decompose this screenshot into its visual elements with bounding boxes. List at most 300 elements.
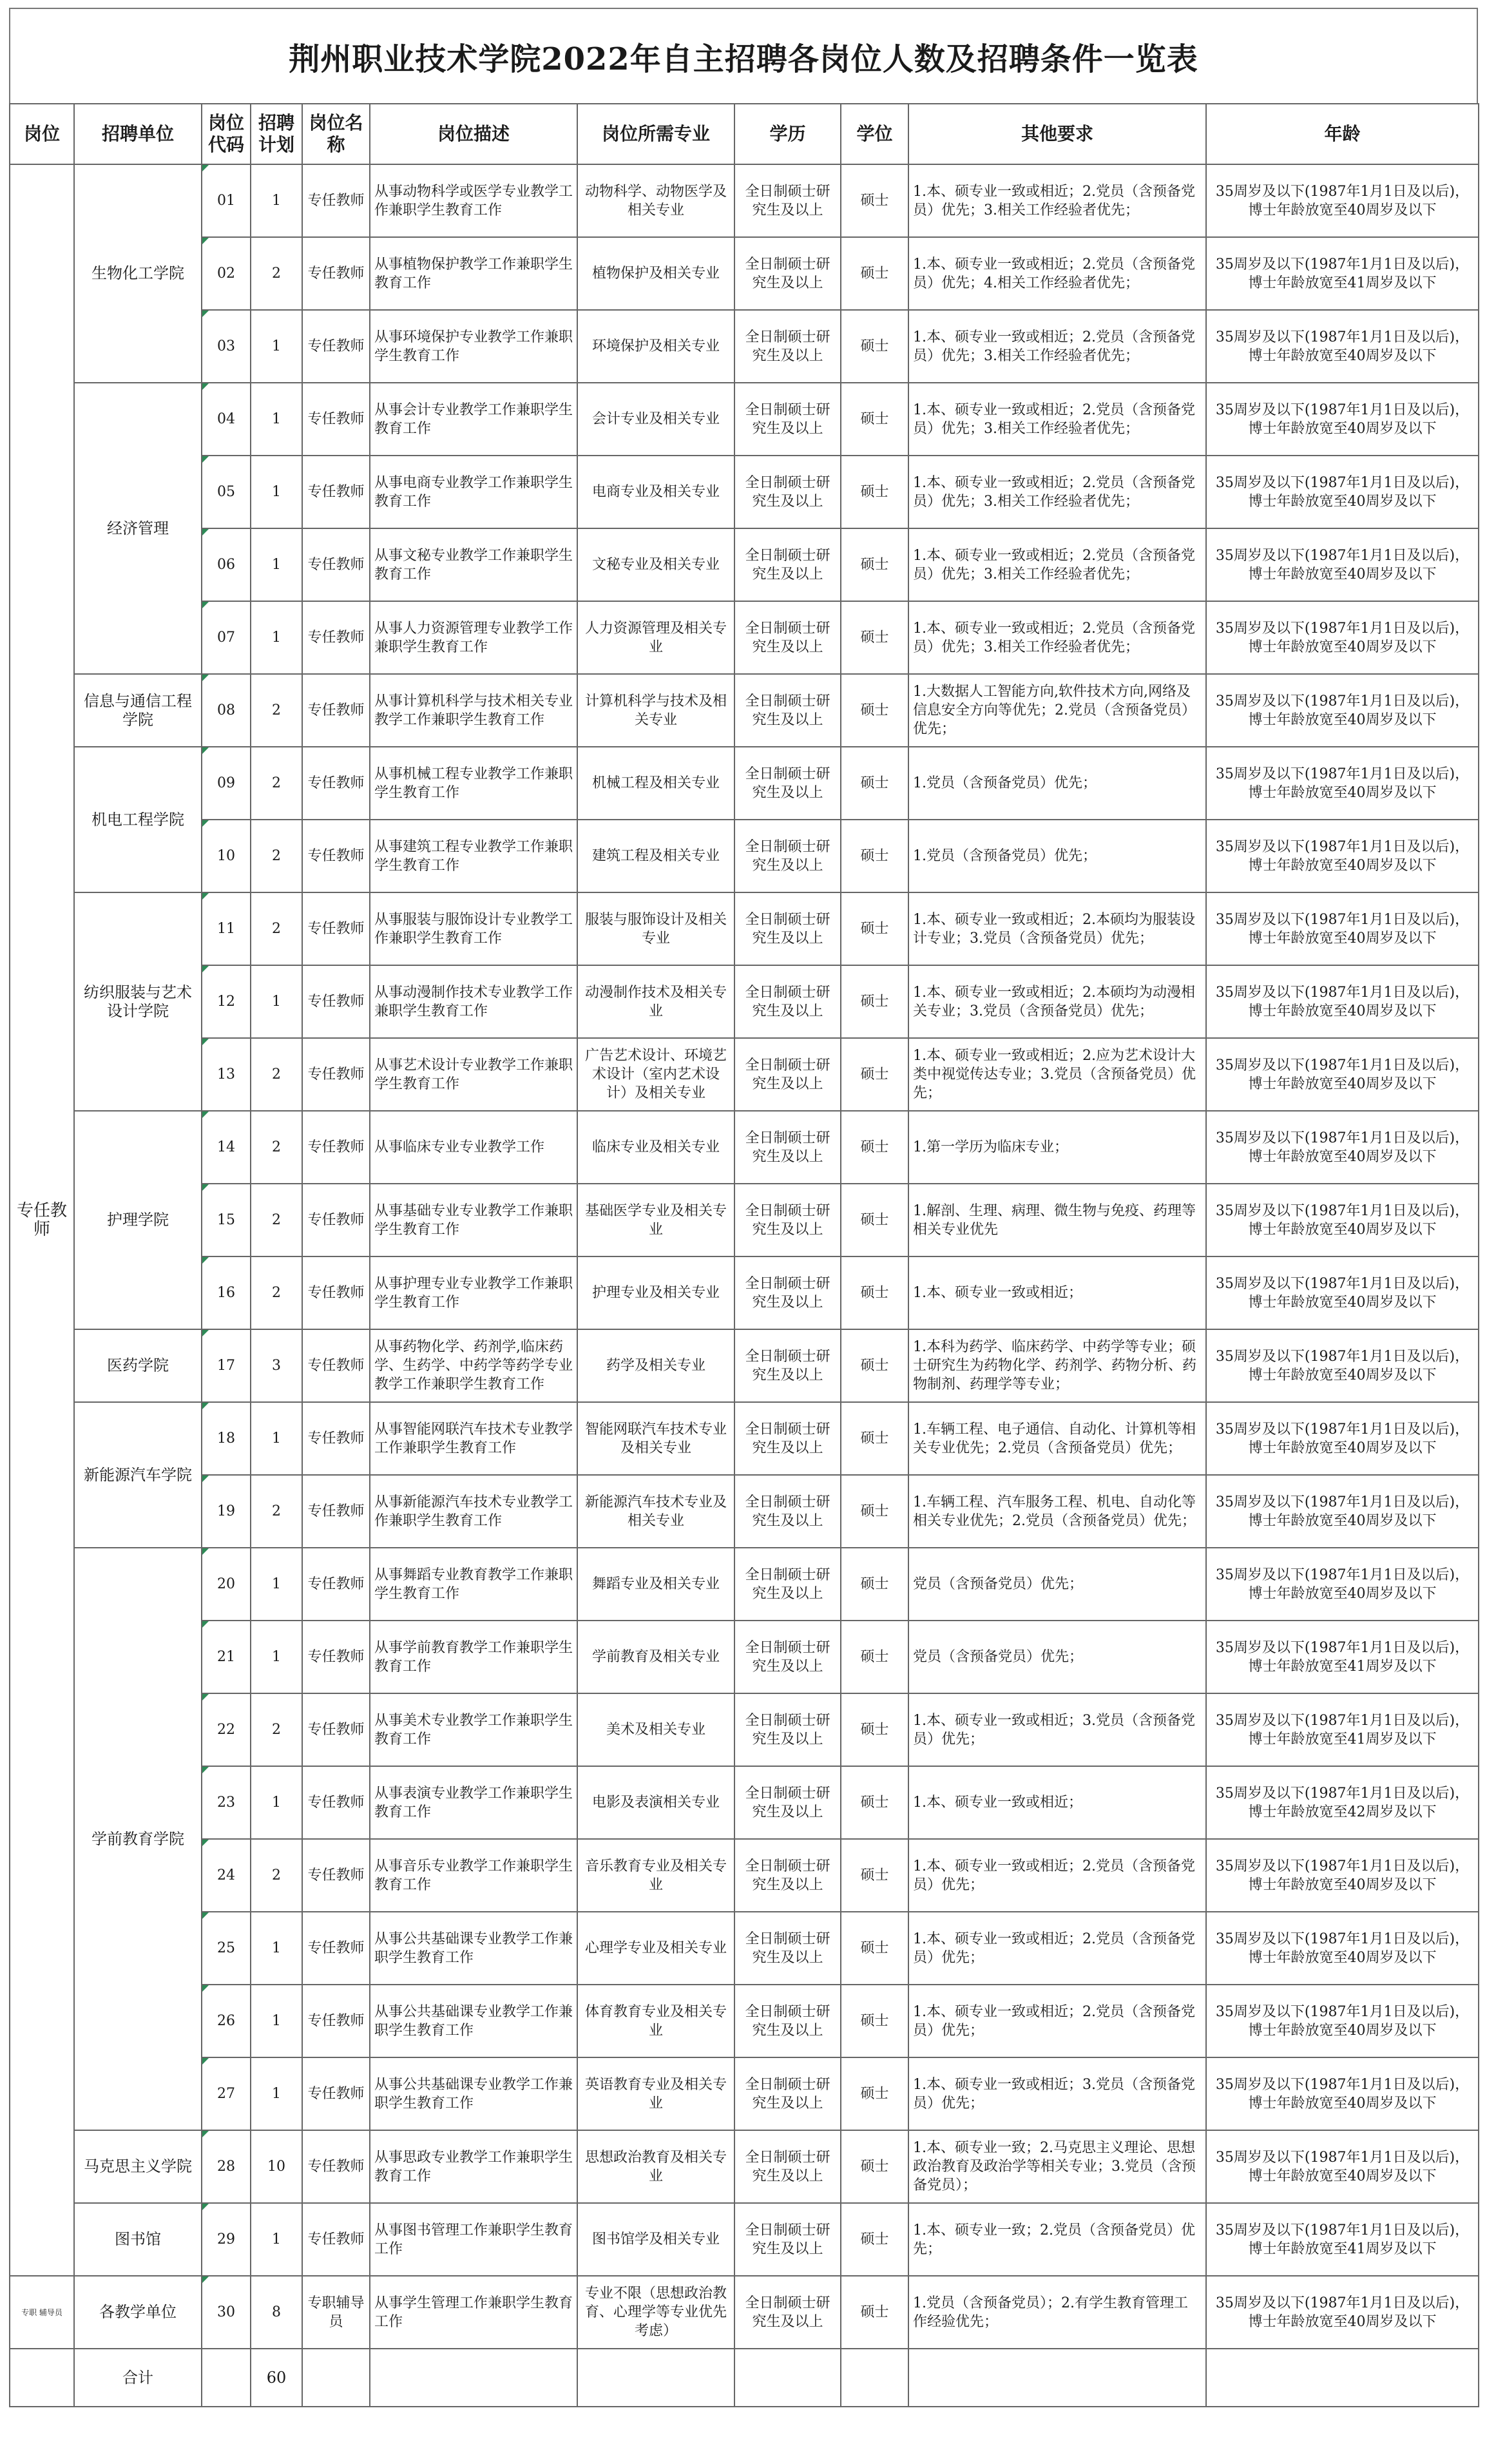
code-cell: 19 (202, 1475, 251, 1548)
age-cell: 35周岁及以下(1987年1月1日及以后)，博士年龄放宽至41周岁及以下 (1206, 1621, 1479, 1693)
table-row (10, 2057, 1479, 2130)
unit-cell: 机电工程学院 (74, 747, 202, 892)
name-cell: 专任教师 (302, 965, 370, 1038)
age-cell: 35周岁及以下(1987年1月1日及以后)，博士年龄放宽至41周岁及以下 (1206, 2203, 1479, 2276)
unit-cell: 医药学院 (74, 1329, 202, 1402)
major-cell: 药学及相关专业 (577, 1329, 734, 1402)
edu-cell: 全日制硕士研究生及以上 (734, 310, 841, 383)
major-cell: 文秘专业及相关专业 (577, 528, 734, 601)
age-cell: 35周岁及以下(1987年1月1日及以后)，博士年龄放宽至41周岁及以下 (1206, 237, 1479, 310)
age-cell: 35周岁及以下(1987年1月1日及以后)，博士年龄放宽至40周岁及以下 (1206, 1256, 1479, 1329)
other-cell: 1.本、硕专业一致或相近；2.党员（含预备党员）优先； (908, 1985, 1206, 2057)
plan-cell: 1 (251, 528, 302, 601)
plan-cell: 1 (251, 965, 302, 1038)
other-cell: 1.本、硕专业一致或相近；3.党员（含预备党员）优先； (908, 1693, 1206, 1766)
name-cell: 专任教师 (302, 1256, 370, 1329)
major-cell: 音乐教育专业及相关专业 (577, 1839, 734, 1912)
major-cell: 机械工程及相关专业 (577, 747, 734, 820)
table-row (10, 1402, 1479, 1475)
desc-cell: 从事美术专业教学工作兼职学生教育工作 (370, 1693, 577, 1766)
degree-cell: 硕士 (841, 601, 908, 674)
major-cell: 环境保护及相关专业 (577, 310, 734, 383)
major-cell: 电影及表演相关专业 (577, 1766, 734, 1839)
age-cell: 35周岁及以下(1987年1月1日及以后)，博士年龄放宽至40周岁及以下 (1206, 1184, 1479, 1256)
name-cell: 专任教师 (302, 820, 370, 892)
desc-cell: 从事建筑工程专业教学工作兼职学生教育工作 (370, 820, 577, 892)
other-cell: 1.本、硕专业一致或相近；2.党员（含预备党员）优先；3.相关工作经验者优先； (908, 456, 1206, 528)
table-row (10, 601, 1479, 674)
name-cell: 专任教师 (302, 1548, 370, 1621)
degree-cell: 硕士 (841, 1766, 908, 1839)
other-cell: 1.本、硕专业一致；2.马克思主义理论、思想政治教育及政治学等相关专业；3.党员（含预备党员）； (908, 2130, 1206, 2203)
plan-cell: 1 (251, 601, 302, 674)
total-plan: 60 (251, 2349, 302, 2407)
plan-cell: 1 (251, 1621, 302, 1693)
table-row (10, 164, 1479, 237)
other-cell: 1.党员（含预备党员）优先； (908, 820, 1206, 892)
table-row (10, 1766, 1479, 1839)
code-cell: 11 (202, 892, 251, 965)
major-cell: 植物保护及相关专业 (577, 237, 734, 310)
major-cell: 动物科学、动物医学及相关专业 (577, 164, 734, 237)
major-cell: 心理学专业及相关专业 (577, 1912, 734, 1985)
age-cell: 35周岁及以下(1987年1月1日及以后)，博士年龄放宽至40周岁及以下 (1206, 1402, 1479, 1475)
name-cell: 专任教师 (302, 601, 370, 674)
plan-cell: 1 (251, 164, 302, 237)
age-cell: 35周岁及以下(1987年1月1日及以后)，博士年龄放宽至42周岁及以下 (1206, 1766, 1479, 1839)
edu-cell: 全日制硕士研究生及以上 (734, 965, 841, 1038)
category-cell: 专任教师 (10, 164, 74, 2276)
header-row (10, 104, 1479, 164)
name-cell: 专任教师 (302, 1475, 370, 1548)
edu-cell: 全日制硕士研究生及以上 (734, 1693, 841, 1766)
table-row (10, 1912, 1479, 1985)
age-cell: 35周岁及以下(1987年1月1日及以后)，博士年龄放宽至40周岁及以下 (1206, 310, 1479, 383)
desc-cell: 从事音乐专业教学工作兼职学生教育工作 (370, 1839, 577, 1912)
table-row (10, 310, 1479, 383)
other-cell: 1.本、硕专业一致或相近；2.党员（含预备党员）优先； (908, 1839, 1206, 1912)
table-body (10, 164, 1479, 2407)
unit-cell: 经济管理 (74, 383, 202, 674)
desc-cell: 从事图书管理工作兼职学生教育工作 (370, 2203, 577, 2276)
age-cell: 35周岁及以下(1987年1月1日及以后)，博士年龄放宽至40周岁及以下 (1206, 528, 1479, 601)
edu-cell: 全日制硕士研究生及以上 (734, 1184, 841, 1256)
header-cell: 学历 (734, 104, 841, 164)
age-cell: 35周岁及以下(1987年1月1日及以后)，博士年龄放宽至40周岁及以下 (1206, 1475, 1479, 1548)
desc-cell: 从事表演专业教学工作兼职学生教育工作 (370, 1766, 577, 1839)
desc-cell: 从事思政专业教学工作兼职学生教育工作 (370, 2130, 577, 2203)
code-cell: 18 (202, 1402, 251, 1475)
major-cell: 计算机科学与技术及相关专业 (577, 674, 734, 747)
age-cell: 35周岁及以下(1987年1月1日及以后)，博士年龄放宽至40周岁及以下 (1206, 456, 1479, 528)
table-row (10, 2276, 1479, 2349)
major-cell: 学前教育及相关专业 (577, 1621, 734, 1693)
plan-cell: 3 (251, 1329, 302, 1402)
desc-cell: 从事新能源汽车技术专业教学工作兼职学生教育工作 (370, 1475, 577, 1548)
other-cell: 1.大数据人工智能方向,软件技术方向,网络及信息安全方向等优先；2.党员（含预备党员）优先； (908, 674, 1206, 747)
plan-cell: 1 (251, 310, 302, 383)
desc-cell: 从事基础专业专业教学工作兼职学生教育工作 (370, 1184, 577, 1256)
edu-cell: 全日制硕士研究生及以上 (734, 1256, 841, 1329)
degree-cell: 硕士 (841, 1038, 908, 1111)
major-cell: 体育教育专业及相关专业 (577, 1985, 734, 2057)
plan-cell: 1 (251, 383, 302, 456)
table-row (10, 1693, 1479, 1766)
code-cell: 01 (202, 164, 251, 237)
header-cell: 岗位描述 (370, 104, 577, 164)
edu-cell: 全日制硕士研究生及以上 (734, 528, 841, 601)
major-cell: 会计专业及相关专业 (577, 383, 734, 456)
other-cell: 党员（含预备党员）优先； (908, 1621, 1206, 1693)
desc-cell: 从事植物保护教学工作兼职学生教育工作 (370, 237, 577, 310)
code-cell: 27 (202, 2057, 251, 2130)
table-row (10, 1184, 1479, 1256)
desc-cell: 从事学前教育教学工作兼职学生教育工作 (370, 1621, 577, 1693)
name-cell: 专任教师 (302, 1985, 370, 2057)
name-cell: 专任教师 (302, 1621, 370, 1693)
total-empty-cell (1206, 2349, 1479, 2407)
degree-cell: 硕士 (841, 965, 908, 1038)
table-row (10, 456, 1479, 528)
age-cell: 35周岁及以下(1987年1月1日及以后)，博士年龄放宽至40周岁及以下 (1206, 965, 1479, 1038)
name-cell: 专任教师 (302, 1693, 370, 1766)
edu-cell: 全日制硕士研究生及以上 (734, 820, 841, 892)
plan-cell: 1 (251, 1548, 302, 1621)
code-cell: 04 (202, 383, 251, 456)
header-cell: 其他要求 (908, 104, 1206, 164)
major-cell: 智能网联汽车技术专业及相关专业 (577, 1402, 734, 1475)
table-row (10, 2203, 1479, 2276)
table-row (10, 1111, 1479, 1184)
desc-cell: 从事电商专业教学工作兼职学生教育工作 (370, 456, 577, 528)
plan-cell: 2 (251, 1256, 302, 1329)
title-text: 荆州职业技术学院2022年自主招聘各岗位人数及招聘条件一览表 (289, 41, 1198, 77)
desc-cell: 从事会计专业教学工作兼职学生教育工作 (370, 383, 577, 456)
major-cell: 英语教育专业及相关专业 (577, 2057, 734, 2130)
total-empty-cell (577, 2349, 734, 2407)
code-cell: 06 (202, 528, 251, 601)
code-cell: 03 (202, 310, 251, 383)
major-cell: 专业不限（思想政治教育、心理学等专业优先考虑） (577, 2276, 734, 2349)
name-cell: 专任教师 (302, 2203, 370, 2276)
code-cell: 02 (202, 237, 251, 310)
edu-cell: 全日制硕士研究生及以上 (734, 1329, 841, 1402)
table-row (10, 892, 1479, 965)
unit-cell: 纺织服装与艺术设计学院 (74, 892, 202, 1111)
age-cell: 35周岁及以下(1987年1月1日及以后)，博士年龄放宽至40周岁及以下 (1206, 2057, 1479, 2130)
degree-cell: 硕士 (841, 164, 908, 237)
code-cell: 24 (202, 1839, 251, 1912)
table-row (10, 1548, 1479, 1621)
edu-cell: 全日制硕士研究生及以上 (734, 601, 841, 674)
major-cell: 新能源汽车技术专业及相关专业 (577, 1475, 734, 1548)
table-row (10, 1329, 1479, 1402)
other-cell: 1.本、硕专业一致或相近；2.党员（含预备党员）优先；3.相关工作经验者优先； (908, 528, 1206, 601)
other-cell: 1.解剖、生理、病理、微生物与免疫、药理等相关专业优先 (908, 1184, 1206, 1256)
name-cell: 专任教师 (302, 456, 370, 528)
degree-cell: 硕士 (841, 1402, 908, 1475)
degree-cell: 硕士 (841, 1912, 908, 1985)
desc-cell: 从事智能网联汽车技术专业教学工作兼职学生教育工作 (370, 1402, 577, 1475)
total-empty-cell (734, 2349, 841, 2407)
plan-cell: 10 (251, 2130, 302, 2203)
degree-cell: 硕士 (841, 2057, 908, 2130)
name-cell: 专任教师 (302, 2130, 370, 2203)
age-cell: 35周岁及以下(1987年1月1日及以后)，博士年龄放宽至40周岁及以下 (1206, 1912, 1479, 1985)
other-cell: 1.本、硕专业一致或相近； (908, 1256, 1206, 1329)
name-cell: 专任教师 (302, 1912, 370, 1985)
edu-cell: 全日制硕士研究生及以上 (734, 237, 841, 310)
plan-cell: 2 (251, 237, 302, 310)
code-cell: 22 (202, 1693, 251, 1766)
name-cell: 专任教师 (302, 383, 370, 456)
document-title (9, 8, 1478, 103)
code-cell: 07 (202, 601, 251, 674)
major-cell: 建筑工程及相关专业 (577, 820, 734, 892)
code-cell: 08 (202, 674, 251, 747)
name-cell: 专任教师 (302, 892, 370, 965)
desc-cell: 从事公共基础课专业教学工作兼职学生教育工作 (370, 1912, 577, 1985)
plan-cell: 2 (251, 820, 302, 892)
plan-cell: 2 (251, 1111, 302, 1184)
edu-cell: 全日制硕士研究生及以上 (734, 747, 841, 820)
degree-cell: 硕士 (841, 2130, 908, 2203)
other-cell: 1.本、硕专业一致或相近； (908, 1766, 1206, 1839)
degree-cell: 硕士 (841, 1111, 908, 1184)
major-cell: 广告艺术设计、环境艺术设计（室内艺术设计）及相关专业 (577, 1038, 734, 1111)
table-row (10, 1839, 1479, 1912)
plan-cell: 2 (251, 747, 302, 820)
plan-cell: 1 (251, 456, 302, 528)
other-cell: 1.党员（含预备党员）优先； (908, 747, 1206, 820)
header-cell: 岗位代码 (202, 104, 251, 164)
age-cell: 35周岁及以下(1987年1月1日及以后)，博士年龄放宽至40周岁及以下 (1206, 383, 1479, 456)
table-row (10, 965, 1479, 1038)
degree-cell: 硕士 (841, 528, 908, 601)
other-cell: 1.本、硕专业一致或相近；2.党员（含预备党员）优先；4.相关工作经验者优先； (908, 237, 1206, 310)
edu-cell: 全日制硕士研究生及以上 (734, 383, 841, 456)
edu-cell: 全日制硕士研究生及以上 (734, 1475, 841, 1548)
age-cell: 35周岁及以下(1987年1月1日及以后)，博士年龄放宽至40周岁及以下 (1206, 1111, 1479, 1184)
major-cell: 临床专业及相关专业 (577, 1111, 734, 1184)
code-cell: 05 (202, 456, 251, 528)
desc-cell: 从事动漫制作技术专业教学工作兼职学生教育工作 (370, 965, 577, 1038)
edu-cell: 全日制硕士研究生及以上 (734, 892, 841, 965)
code-cell: 13 (202, 1038, 251, 1111)
edu-cell: 全日制硕士研究生及以上 (734, 674, 841, 747)
other-cell: 1.本、硕专业一致或相近；2.党员（含预备党员）优先；3.相关工作经验者优先； (908, 383, 1206, 456)
code-cell: 14 (202, 1111, 251, 1184)
degree-cell: 硕士 (841, 2203, 908, 2276)
degree-cell: 硕士 (841, 1548, 908, 1621)
unit-cell: 信息与通信工程学院 (74, 674, 202, 747)
edu-cell: 全日制硕士研究生及以上 (734, 2276, 841, 2349)
edu-cell: 全日制硕士研究生及以上 (734, 1548, 841, 1621)
plan-cell: 2 (251, 1839, 302, 1912)
total-label: 合计 (74, 2349, 202, 2407)
total-empty-cell (302, 2349, 370, 2407)
name-cell: 专任教师 (302, 2057, 370, 2130)
desc-cell: 从事计算机科学与技术相关专业教学工作兼职学生教育工作 (370, 674, 577, 747)
name-cell: 专任教师 (302, 528, 370, 601)
header-cell: 招聘单位 (74, 104, 202, 164)
edu-cell: 全日制硕士研究生及以上 (734, 2057, 841, 2130)
major-cell: 图书馆学及相关专业 (577, 2203, 734, 2276)
code-cell: 15 (202, 1184, 251, 1256)
other-cell: 1.党员（含预备党员）；2.有学生教育管理工作经验优先； (908, 2276, 1206, 2349)
edu-cell: 全日制硕士研究生及以上 (734, 1839, 841, 1912)
other-cell: 1.本、硕专业一致或相近；2.党员（含预备党员）优先；3.相关工作经验者优先； (908, 164, 1206, 237)
age-cell: 35周岁及以下(1987年1月1日及以后)，博士年龄放宽至40周岁及以下 (1206, 601, 1479, 674)
header-cell: 年龄 (1206, 104, 1479, 164)
other-cell: 1.本、硕专业一致或相近；2.党员（含预备党员）优先； (908, 1912, 1206, 1985)
code-cell: 28 (202, 2130, 251, 2203)
degree-cell: 硕士 (841, 747, 908, 820)
total-empty-cell (370, 2349, 577, 2407)
age-cell: 35周岁及以下(1987年1月1日及以后)，博士年龄放宽至40周岁及以下 (1206, 1985, 1479, 2057)
code-cell: 12 (202, 965, 251, 1038)
unit-cell: 马克思主义学院 (74, 2130, 202, 2203)
desc-cell: 从事机械工程专业教学工作兼职学生教育工作 (370, 747, 577, 820)
plan-cell: 2 (251, 1693, 302, 1766)
other-cell: 1.本、硕专业一致或相近；2.应为艺术设计大类中视觉传达专业；3.党员（含预备党员）优先； (908, 1038, 1206, 1111)
other-cell: 1.第一学历为临床专业； (908, 1111, 1206, 1184)
table-row (10, 674, 1479, 747)
desc-cell: 从事护理专业专业教学工作兼职学生教育工作 (370, 1256, 577, 1329)
major-cell: 人力资源管理及相关专业 (577, 601, 734, 674)
name-cell: 专任教师 (302, 310, 370, 383)
code-cell: 17 (202, 1329, 251, 1402)
desc-cell: 从事舞蹈专业教育教学工作兼职学生教育工作 (370, 1548, 577, 1621)
major-cell: 服装与服饰设计及相关专业 (577, 892, 734, 965)
recruitment-table (9, 103, 1479, 2407)
table-row (10, 1038, 1479, 1111)
major-cell: 基础医学专业及相关专业 (577, 1184, 734, 1256)
plan-cell: 1 (251, 1912, 302, 1985)
unit-cell: 新能源汽车学院 (74, 1402, 202, 1548)
age-cell: 35周岁及以下(1987年1月1日及以后)，博士年龄放宽至40周岁及以下 (1206, 1329, 1479, 1402)
age-cell: 35周岁及以下(1987年1月1日及以后)，博士年龄放宽至40周岁及以下 (1206, 1038, 1479, 1111)
table-row (10, 237, 1479, 310)
code-cell: 16 (202, 1256, 251, 1329)
other-cell: 1.车辆工程、电子通信、自动化、计算机等相关专业优先；2.党员（含预备党员）优先； (908, 1402, 1206, 1475)
table-row (10, 2130, 1479, 2203)
plan-cell: 2 (251, 674, 302, 747)
plan-cell: 1 (251, 1402, 302, 1475)
desc-cell: 从事公共基础课专业教学工作兼职学生教育工作 (370, 2057, 577, 2130)
edu-cell: 全日制硕士研究生及以上 (734, 1985, 841, 2057)
degree-cell: 硕士 (841, 456, 908, 528)
degree-cell: 硕士 (841, 1184, 908, 1256)
age-cell: 35周岁及以下(1987年1月1日及以后)，博士年龄放宽至40周岁及以下 (1206, 674, 1479, 747)
edu-cell: 全日制硕士研究生及以上 (734, 2203, 841, 2276)
degree-cell: 硕士 (841, 237, 908, 310)
name-cell: 专任教师 (302, 1402, 370, 1475)
age-cell: 35周岁及以下(1987年1月1日及以后)，博士年龄放宽至40周岁及以下 (1206, 164, 1479, 237)
degree-cell: 硕士 (841, 1621, 908, 1693)
degree-cell: 硕士 (841, 1693, 908, 1766)
edu-cell: 全日制硕士研究生及以上 (734, 1402, 841, 1475)
total-empty-cell (10, 2349, 74, 2407)
desc-cell: 从事学生管理工作兼职学生教育工作 (370, 2276, 577, 2349)
table-row (10, 1621, 1479, 1693)
name-cell: 专任教师 (302, 674, 370, 747)
age-cell: 35周岁及以下(1987年1月1日及以后)，博士年龄放宽至40周岁及以下 (1206, 2276, 1479, 2349)
total-row (10, 2349, 1479, 2407)
other-cell: 1.本、硕专业一致或相近；3.党员（含预备党员）优先； (908, 2057, 1206, 2130)
name-cell: 专任教师 (302, 237, 370, 310)
age-cell: 35周岁及以下(1987年1月1日及以后)，博士年龄放宽至40周岁及以下 (1206, 892, 1479, 965)
desc-cell: 从事艺术设计专业教学工作兼职学生教育工作 (370, 1038, 577, 1111)
degree-cell: 硕士 (841, 383, 908, 456)
major-cell: 思想政治教育及相关专业 (577, 2130, 734, 2203)
header-cell: 招聘计划 (251, 104, 302, 164)
total-empty-cell (202, 2349, 251, 2407)
plan-cell: 2 (251, 892, 302, 965)
degree-cell: 硕士 (841, 1329, 908, 1402)
edu-cell: 全日制硕士研究生及以上 (734, 1621, 841, 1693)
age-cell: 35周岁及以下(1987年1月1日及以后)，博士年龄放宽至40周岁及以下 (1206, 2130, 1479, 2203)
plan-cell: 2 (251, 1475, 302, 1548)
table-row (10, 383, 1479, 456)
name-cell: 专任教师 (302, 1111, 370, 1184)
name-cell: 专职辅导员 (302, 2276, 370, 2349)
total-empty-cell (841, 2349, 908, 2407)
total-empty-cell (908, 2349, 1206, 2407)
header-cell: 学位 (841, 104, 908, 164)
other-cell: 1.本、硕专业一致或相近；2.党员（含预备党员）优先；3.相关工作经验者优先； (908, 310, 1206, 383)
unit-cell: 图书馆 (74, 2203, 202, 2276)
major-cell: 护理专业及相关专业 (577, 1256, 734, 1329)
table-row (10, 1985, 1479, 2057)
degree-cell: 硕士 (841, 1985, 908, 2057)
table-row (10, 1475, 1479, 1548)
unit-cell: 各教学单位 (74, 2276, 202, 2349)
degree-cell: 硕士 (841, 1256, 908, 1329)
desc-cell: 从事文秘专业教学工作兼职学生教育工作 (370, 528, 577, 601)
plan-cell: 1 (251, 2203, 302, 2276)
desc-cell: 从事环境保护专业教学工作兼职学生教育工作 (370, 310, 577, 383)
edu-cell: 全日制硕士研究生及以上 (734, 1912, 841, 1985)
unit-cell: 生物化工学院 (74, 164, 202, 383)
name-cell: 专任教师 (302, 1839, 370, 1912)
code-cell: 30 (202, 2276, 251, 2349)
other-cell: 1.车辆工程、汽车服务工程、机电、自动化等相关专业优先；2.党员（含预备党员）优先； (908, 1475, 1206, 1548)
plan-cell: 1 (251, 1766, 302, 1839)
unit-cell: 护理学院 (74, 1111, 202, 1329)
plan-cell: 2 (251, 1184, 302, 1256)
code-cell: 25 (202, 1912, 251, 1985)
name-cell: 专任教师 (302, 1329, 370, 1402)
table-row (10, 747, 1479, 820)
code-cell: 09 (202, 747, 251, 820)
code-cell: 20 (202, 1548, 251, 1621)
other-cell: 1.本、硕专业一致；2.党员（含预备党员）优先； (908, 2203, 1206, 2276)
edu-cell: 全日制硕士研究生及以上 (734, 456, 841, 528)
age-cell: 35周岁及以下(1987年1月1日及以后)，博士年龄放宽至40周岁及以下 (1206, 820, 1479, 892)
name-cell: 专任教师 (302, 747, 370, 820)
major-cell: 动漫制作技术及相关专业 (577, 965, 734, 1038)
other-cell: 1.本、硕专业一致或相近；2.党员（含预备党员）优先；3.相关工作经验者优先； (908, 601, 1206, 674)
table-row (10, 1256, 1479, 1329)
desc-cell: 从事人力资源管理专业教学工作兼职学生教育工作 (370, 601, 577, 674)
degree-cell: 硕士 (841, 1839, 908, 1912)
plan-cell: 1 (251, 1985, 302, 2057)
name-cell: 专任教师 (302, 1038, 370, 1111)
other-cell: 1.本科为药学、临床药学、中药学等专业；硕士研究生为药物化学、药剂学、药物分析、药物制剂、药理学等专业； (908, 1329, 1206, 1402)
name-cell: 专任教师 (302, 164, 370, 237)
age-cell: 35周岁及以下(1987年1月1日及以后)，博士年龄放宽至40周岁及以下 (1206, 1548, 1479, 1621)
